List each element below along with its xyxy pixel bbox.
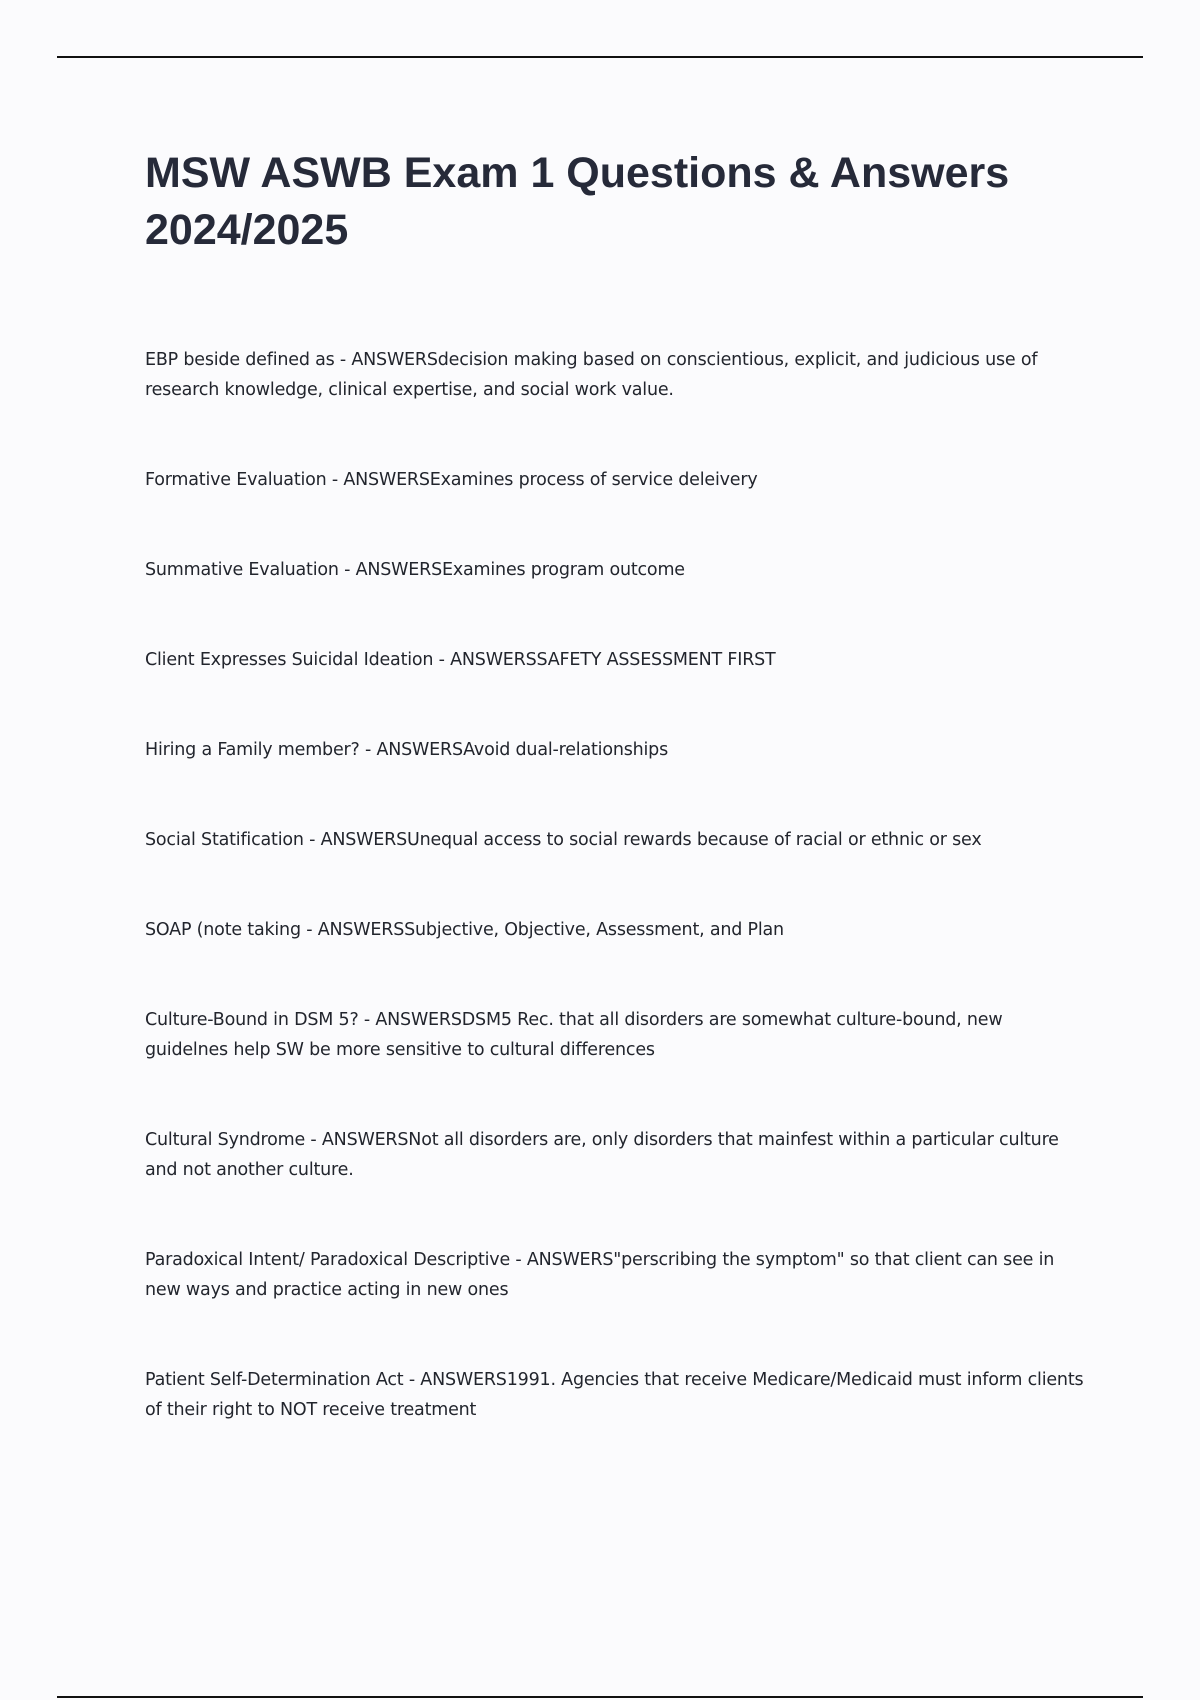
qa-item: Culture-Bound in DSM 5? - ANSWERSDSM5 Rec. that all disorders are somewhat culture-bound, new guidelnes help SW be more sensitive to cultural differences: [145, 1010, 1003, 1060]
qa-item: SOAP (note taking - ANSWERSSubjective, Objective, Assessment, and Plan: [145, 920, 784, 940]
qa-item: Client Expresses Suicidal Ideation - ANSWERSSAFETY ASSESSMENT FIRST: [145, 650, 776, 670]
qa-item: Social Statification - ANSWERSUnequal access to social rewards because of racial or ethnic or sex: [145, 830, 982, 850]
qa-item: Paradoxical Intent/ Paradoxical Descriptive - ANSWERS"perscribing the symptom" so that client can see in new ways and practice acting in new ones: [145, 1250, 1055, 1300]
qa-item: Summative Evaluation - ANSWERSExamines program outcome: [145, 560, 685, 580]
qa-list: [145, 345, 1085, 1485]
page-title: MSW ASWB Exam 1 Questions & Answers 2024/2025: [145, 149, 1010, 254]
qa-item: Formative Evaluation - ANSWERSExamines process of service deleivery: [145, 470, 758, 490]
top-divider: [57, 56, 1143, 58]
qa-item: Hiring a Family member? - ANSWERSAvoid dual-relationships: [145, 740, 669, 760]
qa-item: EBP beside defined as - ANSWERSdecision making based on conscientious, explicit, and judicious use of research knowledge, clinical expertise, and social work value.: [145, 350, 1038, 400]
bottom-divider: [57, 1696, 1143, 1698]
qa-item: Cultural Syndrome - ANSWERSNot all disorders are, only disorders that mainfest within a particular culture and not another culture.: [145, 1130, 1059, 1180]
qa-item: Patient Self-Determination Act - ANSWERS1991. Agencies that receive Medicare/Medicaid must inform clients of their right to NOT receive treatment: [145, 1370, 1084, 1420]
